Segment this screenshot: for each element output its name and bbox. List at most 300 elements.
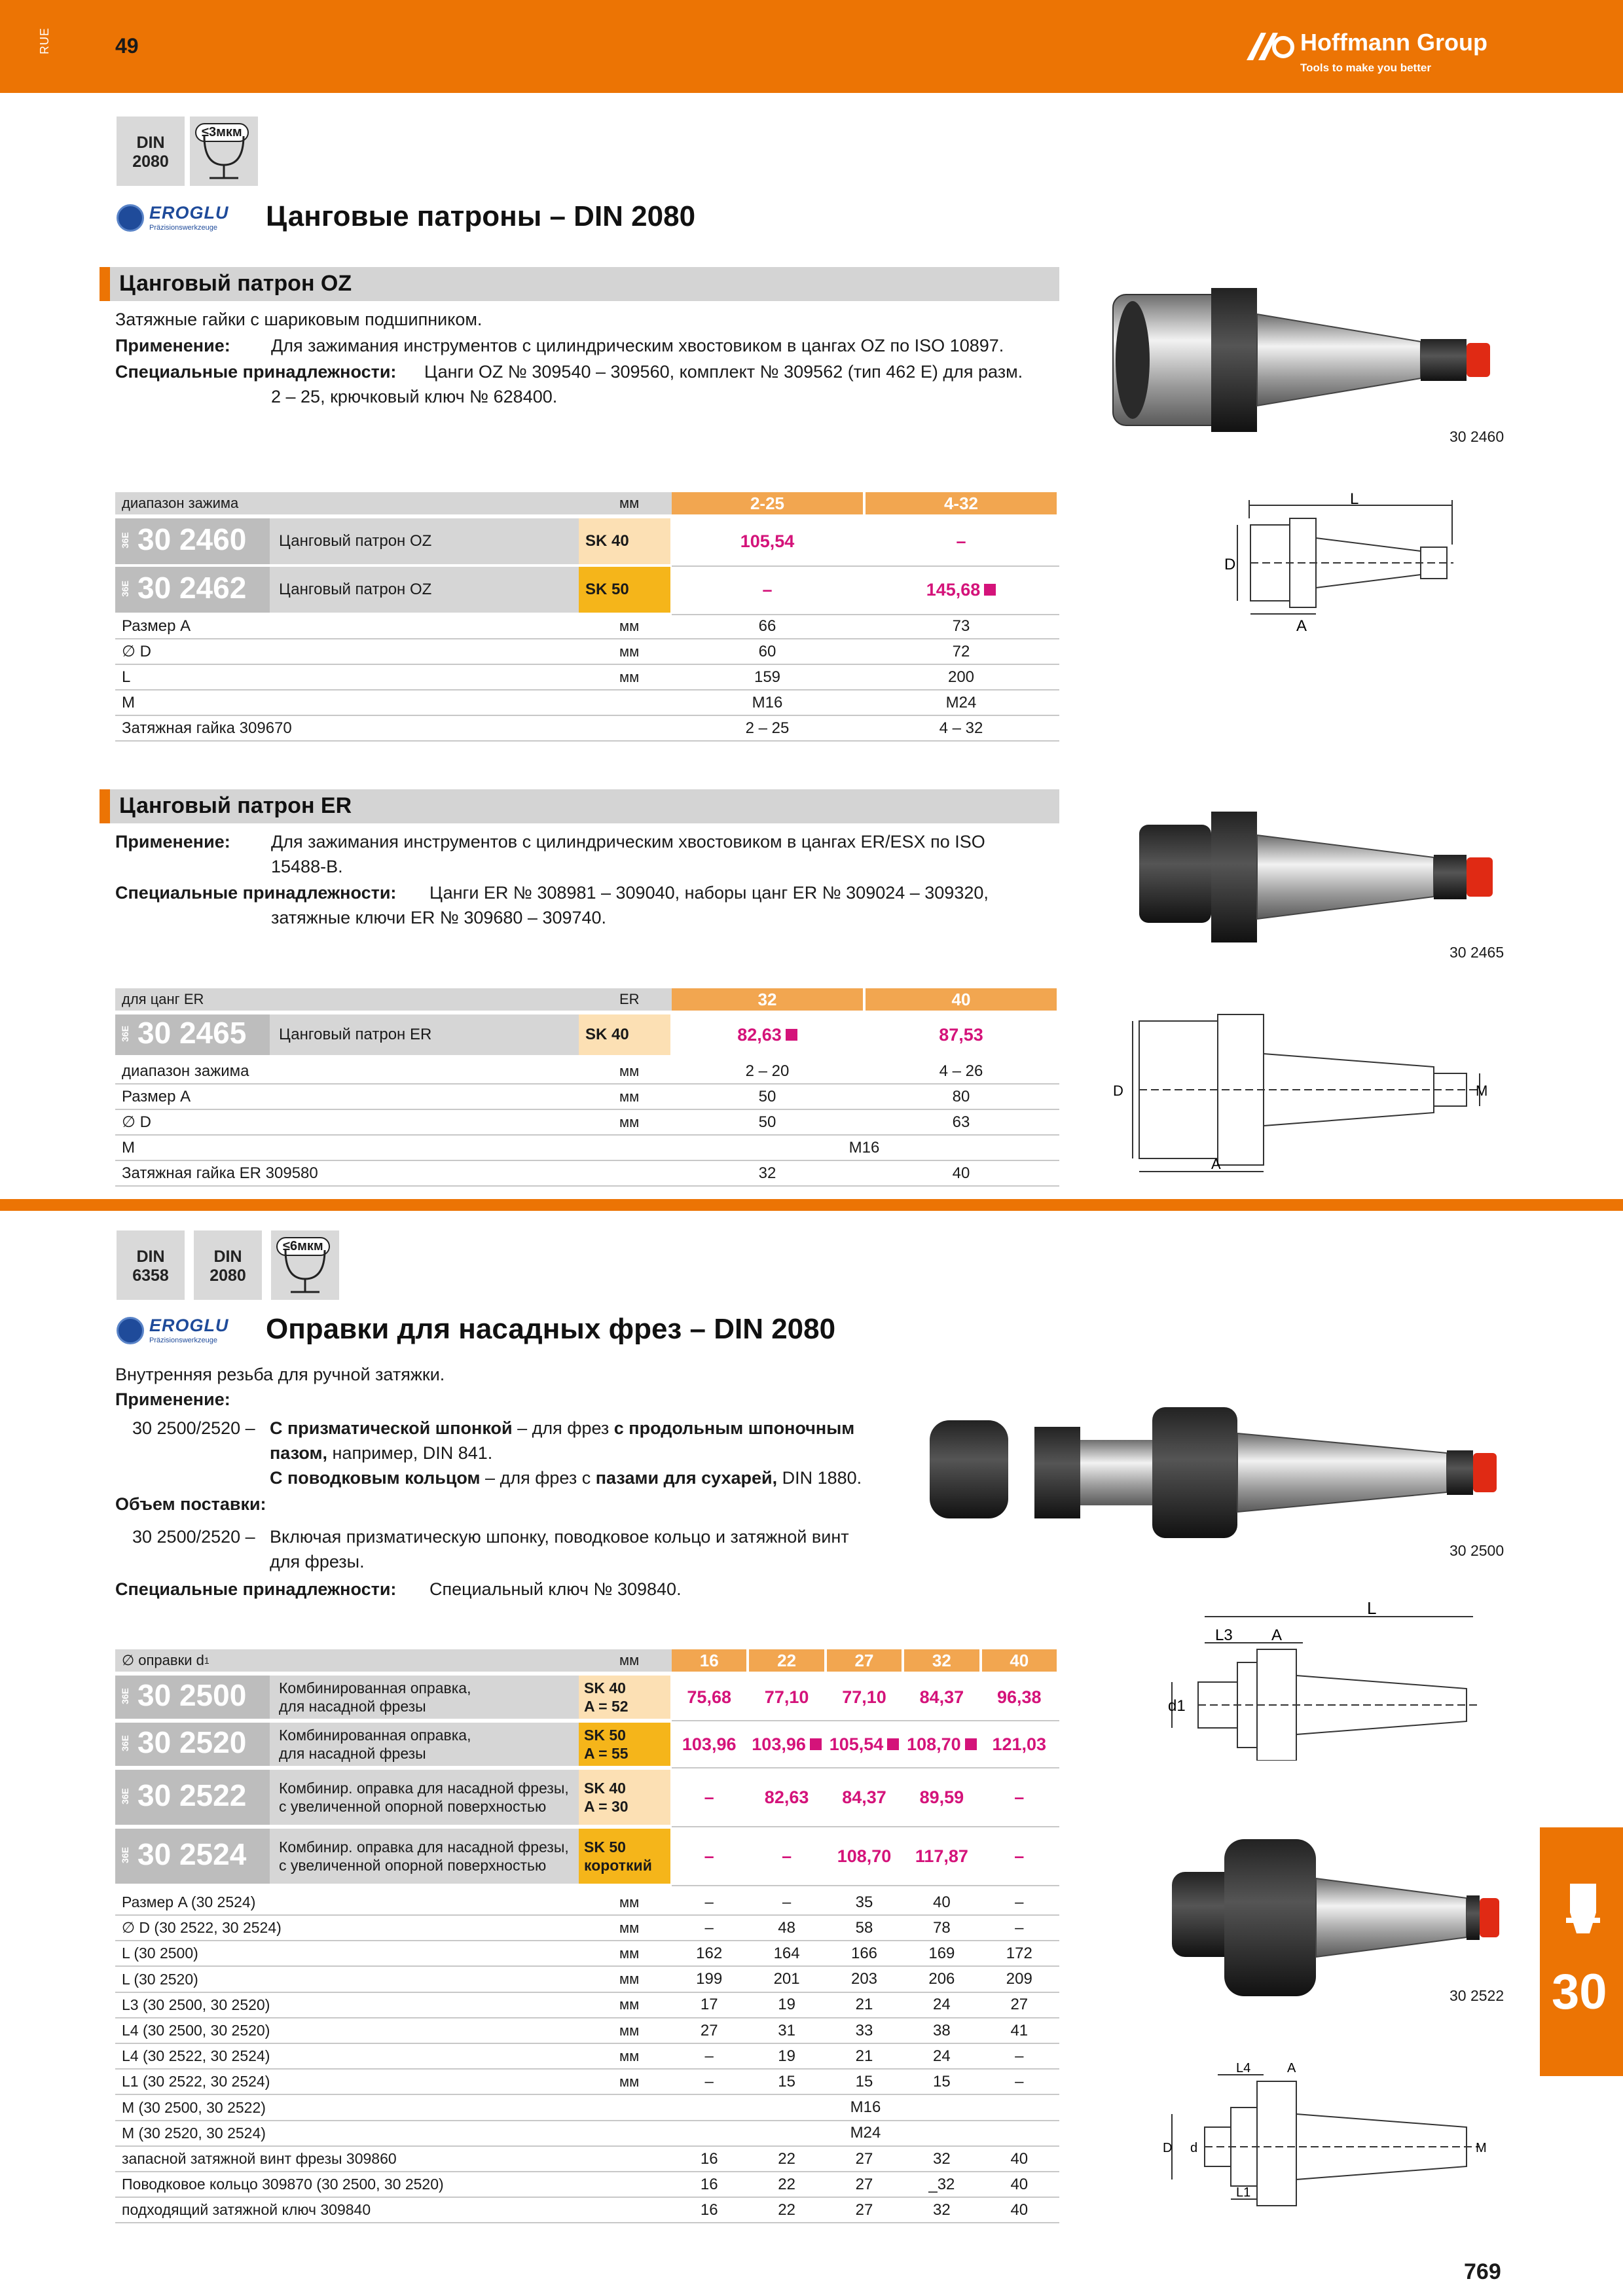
spec-unit: мм	[619, 1945, 640, 1962]
spec-value: 16	[700, 2149, 718, 2168]
runout-icon	[278, 1250, 333, 1297]
er-application-text-1: Для зажимания инструментов с цилиндрическим хвостовиком в цангах ER/ESX по ISO	[271, 832, 985, 852]
spec-label: L4 (30 2500, 30 2520)	[122, 2022, 270, 2039]
price-value: 96,38	[997, 1687, 1042, 1707]
spindle-type	[579, 1723, 670, 1766]
oz-application-label: Применение:	[115, 336, 230, 355]
article-prefix: 36E	[120, 1788, 130, 1804]
price-value: 77,10	[764, 1687, 809, 1707]
price-value: 121,03	[992, 1734, 1047, 1754]
article-prefix: 36E	[120, 1735, 130, 1751]
eroglu-logo	[117, 203, 262, 236]
price-cell[interactable]	[904, 1770, 979, 1825]
spec-value: 63	[952, 1113, 970, 1131]
s2-scope-code: 30 2500/2520 –	[132, 1527, 255, 1547]
spec-value: 40	[1010, 2175, 1029, 2193]
price-cell[interactable]	[982, 1676, 1057, 1719]
tolerance-badge	[190, 117, 258, 186]
article-number: 30 2522	[137, 1778, 247, 1812]
er-application-text-2: 15488-B.	[271, 857, 343, 876]
arbor-30-2522-image	[1165, 1826, 1506, 2009]
spec-value: 38	[933, 2021, 951, 2039]
spindle-type	[579, 1770, 670, 1825]
dim-A: A	[1211, 1156, 1221, 1172]
spec-value: 50	[758, 1087, 776, 1105]
price-cell[interactable]	[672, 1723, 746, 1766]
spec-value: _32	[928, 2175, 955, 2193]
article-prefix: 36E	[120, 1026, 130, 1042]
s2-accessories-text: Специальный ключ № 309840.	[429, 1579, 682, 1599]
dim-A: A	[1271, 1626, 1283, 1644]
spec-value: 40	[1010, 2149, 1029, 2168]
price-cell[interactable]	[982, 1723, 1057, 1766]
spec-value: 27	[855, 2200, 873, 2219]
er-dimension-drawing	[1113, 1008, 1493, 1178]
spec-label: Размер A	[122, 1087, 191, 1105]
column-header: 22	[749, 1649, 824, 1672]
price-value: 105,54	[740, 531, 795, 551]
spec-value: 15	[778, 2072, 795, 2090]
section-mark	[100, 789, 110, 823]
er-application-label: Применение:	[115, 832, 230, 852]
spec-value: M16	[850, 2098, 881, 2117]
spec-value: 72	[952, 642, 970, 660]
spec-value: 24	[933, 1996, 951, 2014]
price-value: 145,68	[926, 579, 981, 600]
spec-value: –	[1015, 2072, 1024, 2090]
arbor-photo-code-2: 30 2522	[1450, 1987, 1504, 2004]
product-name-line: Комбинир. оправка для насадной фрезы,	[279, 1839, 569, 1856]
price-cell[interactable]	[672, 1676, 746, 1719]
spec-unit: мм	[619, 1996, 640, 2013]
section-bar-oz	[100, 267, 1059, 301]
column-header: 32	[904, 1649, 979, 1672]
product-name	[270, 1723, 597, 1766]
spec-label: подходящий затяжной ключ 309840	[122, 2201, 371, 2219]
dim-A: A	[1296, 617, 1307, 635]
spec-value: 200	[947, 668, 975, 686]
price-cell[interactable]	[672, 518, 863, 564]
oz-dimension-drawing	[1224, 492, 1473, 636]
eroglu-sub: Präzisionswerkzeuge	[149, 224, 217, 232]
spec-value: 169	[928, 1944, 955, 1962]
price-cell[interactable]	[866, 1014, 1057, 1055]
price-cell[interactable]	[982, 1829, 1057, 1884]
price-cell[interactable]	[749, 1770, 824, 1825]
spec-unit: мм	[619, 1893, 640, 1910]
spec-value: 159	[754, 668, 781, 686]
s2-application-code: 30 2500/2520 –	[132, 1418, 255, 1438]
price-cell[interactable]	[749, 1723, 824, 1766]
spec-value: –	[1015, 1918, 1024, 1937]
spec-value: 172	[1006, 1944, 1032, 1962]
spec-value: 21	[855, 2047, 873, 2065]
spec-unit	[619, 1161, 665, 1185]
er-photo-code: 30 2465	[1450, 944, 1504, 961]
spec-label: M (30 2500, 30 2522)	[122, 2098, 266, 2116]
er-accessories-text-2: затяжные ключи ER № 309680 – 309740.	[271, 908, 607, 927]
price-value: 82,63	[737, 1024, 782, 1045]
spec-value: M24	[850, 2124, 881, 2142]
new-item-marker-icon	[810, 1738, 822, 1750]
price-value: –	[782, 1846, 792, 1866]
spindle-type	[579, 1676, 670, 1719]
spec-value: 32	[933, 2149, 951, 2168]
price-value: 105,54	[829, 1734, 884, 1754]
spec-label: ∅ D	[122, 1113, 151, 1131]
spec-unit: мм	[619, 2022, 640, 2039]
spindle-type-line: SK 40	[584, 1780, 626, 1797]
spec-value: 32	[758, 1164, 776, 1182]
spec-value: 22	[778, 2149, 795, 2168]
product-name-line: с увеличенной опорной поверхностью	[279, 1857, 547, 1874]
spec-unit: мм	[619, 2047, 640, 2064]
row-divider	[115, 1185, 1059, 1187]
spec-value: 206	[928, 1970, 955, 1988]
din-number: 2080	[132, 152, 169, 171]
s2-application-label: Применение:	[115, 1390, 230, 1409]
section-title: Цанговые патроны – DIN 2080	[266, 200, 696, 232]
price-value: –	[1014, 1846, 1025, 1866]
spec-unit	[619, 2198, 665, 2222]
product-name	[270, 1770, 597, 1825]
product-name	[270, 1676, 597, 1719]
din-badge	[117, 117, 185, 186]
s2-description: Внутренняя резьба для ручной затяжки.	[115, 1365, 445, 1384]
spec-label: L (30 2500)	[122, 1945, 198, 1962]
eroglu-name: EROGLU	[149, 203, 229, 223]
spec-unit: мм	[619, 2073, 640, 2090]
price-cell[interactable]	[827, 1723, 902, 1766]
spec-label: ∅ D (30 2522, 30 2524)	[122, 1919, 282, 1937]
price-cell[interactable]	[982, 1770, 1057, 1825]
spec-value: 15	[933, 2072, 951, 2090]
chapter-tab[interactable]	[1540, 1827, 1623, 2076]
spec-unit: мм	[619, 1088, 640, 1105]
header-label-sub: 1	[204, 1655, 210, 1666]
s2-accessories-label: Специальные принадлежности:	[115, 1579, 397, 1599]
page-number-bottom: 769	[1464, 2259, 1501, 2284]
product-name	[270, 1829, 597, 1884]
article-number-cell[interactable]	[115, 1770, 270, 1825]
spec-value: 201	[773, 1970, 800, 1988]
dim-A: A	[1287, 2061, 1296, 2075]
table-header-label: диапазон зажима	[115, 492, 672, 514]
spec-label: Размер A	[122, 617, 191, 635]
er-accessories-label: Специальные принадлежности:	[115, 883, 397, 903]
row-divider	[672, 1767, 1059, 1768]
column-header: 16	[672, 1649, 746, 1672]
column-header: 2-25	[672, 492, 863, 514]
spec-value: 16	[700, 2175, 718, 2193]
spec-value: 33	[855, 2021, 873, 2039]
spec-value: 58	[855, 1918, 873, 1937]
tolerance-value: ≤6мкм	[276, 1237, 330, 1256]
din-label: DIN	[213, 1247, 242, 1266]
spec-label: Поводковое кольцо 309870 (30 2500, 30 2520)	[122, 2176, 444, 2193]
spec-unit	[619, 691, 665, 715]
price-cell[interactable]	[827, 1829, 902, 1884]
eroglu-logo-icon	[117, 1317, 144, 1344]
column-header: 32	[672, 988, 863, 1011]
spec-value: M16	[848, 1138, 880, 1157]
spindle-type: SK 40	[579, 1014, 670, 1055]
price-cell[interactable]	[904, 1676, 979, 1719]
row-divider	[115, 2222, 1059, 2223]
price-value: 108,70	[837, 1846, 892, 1866]
spindle-type-line: короткий	[584, 1857, 652, 1874]
price-cell[interactable]	[672, 1770, 746, 1825]
spec-unit	[619, 2172, 665, 2197]
spec-unit	[619, 2147, 665, 2171]
spec-value: 32	[933, 2200, 951, 2219]
spindle-type: SK 40	[579, 518, 670, 564]
section-bar-title: Цанговый патрон ER	[119, 793, 352, 818]
price-value: –	[762, 579, 773, 600]
spec-label: ∅ D	[122, 642, 151, 660]
price-value: –	[704, 1846, 714, 1866]
price-cell[interactable]	[672, 567, 863, 613]
eroglu-name: EROGLU	[149, 1316, 229, 1335]
spec-value: 164	[773, 1944, 800, 1962]
spec-value: 2 – 25	[745, 719, 790, 737]
arbor-dimension-drawing-2	[1159, 2055, 1499, 2212]
spindle-type-line: SK 50	[584, 1839, 626, 1856]
din-number: 2080	[210, 1266, 246, 1285]
spindle-type	[579, 1829, 670, 1884]
spec-value: 162	[696, 1944, 723, 1962]
spec-value: 27	[700, 2021, 718, 2039]
price-value: 103,96	[752, 1734, 806, 1754]
spec-label: Затяжная гайка ER 309580	[122, 1164, 318, 1182]
spec-value: 4 – 32	[939, 719, 983, 737]
row-divider	[672, 1826, 1059, 1827]
s2-scope-label: Объем поставки:	[115, 1494, 266, 1514]
spec-value: –	[704, 2047, 714, 2065]
spec-unit: мм	[619, 617, 640, 634]
price-value: –	[956, 531, 966, 551]
dim-M: M	[1476, 1083, 1488, 1099]
article-number-cell[interactable]	[115, 1014, 270, 1055]
spec-value: 21	[855, 1996, 873, 2014]
spec-label: L1 (30 2522, 30 2524)	[122, 2073, 270, 2090]
language-code: RUE	[38, 27, 51, 55]
article-number-cell[interactable]	[115, 1829, 270, 1884]
price-cell[interactable]	[749, 1829, 824, 1884]
section-bar-er	[100, 789, 1059, 823]
din-label: DIN	[136, 134, 165, 152]
arbor-product-table	[115, 1649, 1059, 2251]
oz-collet-chuck-image	[1106, 275, 1512, 445]
spec-label: диапазон зажима	[122, 1062, 249, 1080]
s2-scope-text-1: Включая призматическую шпонку, поводковое кольцо и затяжной винт	[270, 1527, 849, 1547]
spec-value: 41	[1010, 2021, 1029, 2039]
spec-value: –	[1015, 1893, 1024, 1911]
spec-value: 73	[952, 617, 970, 635]
spec-value: 48	[778, 1918, 795, 1937]
runout-icon	[196, 136, 251, 183]
price-value: 89,59	[919, 1787, 964, 1807]
table-header-unit: мм	[619, 1649, 665, 1672]
article-prefix: 36E	[120, 1688, 130, 1704]
column-header: 40	[982, 1649, 1057, 1672]
oz-photo-code: 30 2460	[1450, 428, 1504, 445]
spindle-type-line: SK 50	[584, 1727, 626, 1744]
spec-value: 199	[696, 1970, 723, 1988]
spec-label: L4 (30 2522, 30 2524)	[122, 2047, 270, 2065]
product-name-line: для насадной фрезы	[279, 1698, 426, 1715]
price-cell[interactable]	[672, 1829, 746, 1884]
din-number: 6358	[132, 1266, 169, 1285]
price-value: 117,87	[915, 1846, 968, 1866]
spec-value: 19	[778, 2047, 795, 2065]
price-cell[interactable]	[866, 567, 1057, 613]
spec-unit	[619, 2121, 665, 2145]
spec-label: запасной затяжной винт фрезы 309860	[122, 2150, 397, 2167]
dim-L3: L3	[1215, 1626, 1233, 1644]
spec-value: 40	[1010, 2200, 1029, 2219]
price-cell[interactable]	[904, 1723, 979, 1766]
dim-M: M	[1476, 2141, 1487, 2155]
spec-value: 78	[933, 1918, 951, 1937]
spec-unit: мм	[619, 1919, 640, 1936]
spec-label: M (30 2520, 30 2524)	[122, 2124, 266, 2142]
price-value: 108,70	[907, 1734, 961, 1754]
spec-value: 24	[933, 2047, 951, 2065]
price-value: –	[704, 1787, 714, 1807]
spec-label: M	[122, 1138, 135, 1157]
spec-unit: мм	[619, 668, 640, 685]
article-number-cell[interactable]	[115, 1676, 270, 1719]
eroglu-logo-icon	[117, 204, 144, 232]
new-item-marker-icon	[887, 1738, 899, 1750]
er-product-table	[115, 988, 1059, 1191]
dim-d: d	[1190, 2141, 1198, 2155]
row-divider	[672, 1720, 1059, 1721]
new-item-marker-icon	[965, 1738, 977, 1750]
spec-value: 60	[758, 642, 776, 660]
spindle-type-line: A = 30	[584, 1798, 629, 1815]
price-value: 103,96	[682, 1734, 737, 1754]
oz-product-table	[115, 492, 1059, 767]
spec-value: –	[782, 1893, 792, 1911]
brand-tagline: Tools to make you better	[1300, 62, 1431, 74]
spec-value: 66	[758, 617, 776, 635]
spec-value: 22	[778, 2200, 795, 2219]
tolerance-value: ≤3мкм	[195, 123, 249, 142]
spec-value: –	[1015, 2047, 1024, 2065]
spindle-type-line: A = 55	[584, 1745, 629, 1762]
din-label: DIN	[136, 1247, 165, 1266]
article-number: 30 2500	[137, 1678, 247, 1712]
spec-value: 16	[700, 2200, 718, 2219]
article-number-cell[interactable]	[115, 567, 270, 613]
article-prefix: 36E	[120, 532, 130, 548]
price-cell[interactable]	[827, 1770, 902, 1825]
spindle-type-line: SK 40	[584, 1679, 626, 1696]
article-prefix: 36E	[120, 581, 130, 597]
tolerance-badge	[271, 1230, 339, 1300]
din-badge	[194, 1230, 262, 1300]
product-name-line: для насадной фрезы	[279, 1745, 426, 1762]
price-cell[interactable]	[866, 518, 1057, 564]
spec-unit	[619, 1136, 665, 1160]
er-accessories-text-1: Цанги ER № 308981 – 309040, наборы цанг ER № 309024 – 309320,	[429, 883, 989, 903]
spec-unit: мм	[619, 1971, 640, 1988]
new-item-marker-icon	[786, 1029, 797, 1041]
price-cell[interactable]	[749, 1676, 824, 1719]
product-name-line: Комбинированная оправка,	[279, 1727, 471, 1744]
row-divider	[672, 1885, 1059, 1886]
spec-label: Затяжная гайка 309670	[122, 719, 292, 737]
s2-application-line-1: С призматической шпонкой – для фрез с продольным шпоночным	[270, 1418, 855, 1438]
spec-label: L	[122, 668, 131, 686]
spec-value: M24	[945, 693, 977, 711]
oz-accessories-label: Специальные принадлежности:	[115, 362, 397, 382]
spec-label: Размер A (30 2524)	[122, 1893, 256, 1910]
price-cell[interactable]	[672, 1014, 863, 1055]
oz-accessories-text-2: 2 – 25, крючковый ключ № 628400.	[271, 387, 558, 406]
new-item-marker-icon	[984, 584, 996, 596]
spindle-type: SK 50	[579, 567, 670, 613]
chapter-number: 30	[1552, 1964, 1607, 2020]
dim-d1: d1	[1168, 1697, 1186, 1715]
table-header-label: для цанг ER	[115, 988, 672, 1011]
article-number: 30 2465	[137, 1016, 247, 1050]
chapter-tool-icon	[1566, 1884, 1600, 1935]
product-name-line: с увеличенной опорной поверхностью	[279, 1798, 547, 1815]
spec-value: 40	[933, 1893, 951, 1911]
spec-value: 17	[700, 1996, 718, 2014]
spec-unit	[619, 2096, 665, 2120]
s2-scope-text-2: для фрезы.	[270, 1552, 365, 1571]
section-title: Оправки для насадных фрез – DIN 2080	[266, 1313, 836, 1345]
dim-D: D	[1163, 2141, 1173, 2155]
article-number-cell[interactable]	[115, 518, 270, 564]
spec-unit: мм	[619, 643, 640, 660]
price-value: 84,37	[842, 1787, 886, 1807]
spec-value: 50	[758, 1113, 776, 1131]
product-name-line: Комбинированная оправка,	[279, 1679, 471, 1696]
product-name: Цанговый патрон OZ	[270, 518, 597, 564]
price-value: 75,68	[687, 1687, 731, 1707]
oz-accessories-text-1: Цанги OZ № 309540 – 309560, комплект № 309562 (тип 462 E) для разм.	[424, 362, 1023, 382]
arbor-30-2500-image	[917, 1388, 1506, 1558]
price-value: 82,63	[764, 1787, 809, 1807]
article-number-cell[interactable]	[115, 1723, 270, 1766]
spec-value: M16	[752, 693, 783, 711]
row-divider	[115, 740, 1059, 742]
spec-value: –	[704, 2072, 714, 2090]
product-name-line: Комбинир. оправка для насадной фрезы,	[279, 1780, 569, 1797]
price-cell[interactable]	[827, 1676, 902, 1719]
spec-value: 15	[855, 2072, 873, 2090]
spec-value: 80	[952, 1087, 970, 1105]
spec-value: 4 – 26	[939, 1062, 983, 1080]
table-header-unit: ER	[619, 988, 665, 1011]
spec-value: 166	[850, 1944, 878, 1962]
dim-L: L	[1367, 1598, 1377, 1618]
s2-application-line-2: пазом, например, DIN 841.	[270, 1443, 493, 1463]
spec-label: L (30 2520)	[122, 1970, 198, 1988]
price-cell[interactable]	[904, 1829, 979, 1884]
spec-unit	[619, 716, 665, 740]
spec-unit: мм	[619, 1062, 640, 1079]
spec-label: M	[122, 693, 135, 711]
dim-D: D	[1224, 556, 1236, 573]
price-value: –	[1014, 1787, 1025, 1807]
hoffmann-logo[interactable]	[1244, 29, 1506, 81]
